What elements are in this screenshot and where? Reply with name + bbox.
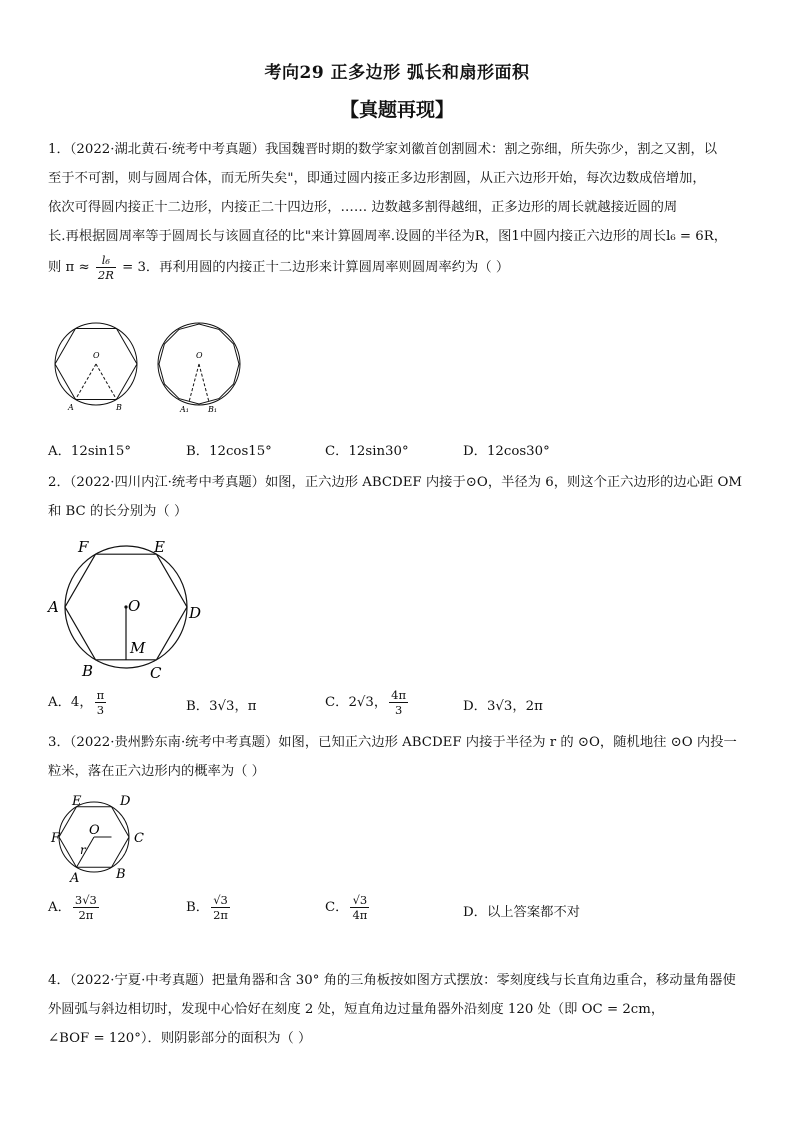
q3-option-a-fraction — [73, 893, 99, 922]
q4-line-3: ∠BOF = 120°）．则阴影部分的面积为（ ） — [48, 1031, 312, 1046]
q3-option-b[interactable] — [186, 893, 232, 922]
q2-label-o: O — [128, 597, 141, 615]
q3-label-o: O — [89, 823, 100, 838]
q1-label-b1: B₁ — [208, 405, 218, 414]
q1-label-o: O — [93, 351, 100, 360]
q1-option-b[interactable]: B．12cos15° — [186, 444, 272, 459]
q3-option-b-fraction — [211, 893, 230, 922]
q2-option-b[interactable]: B．3√3，π — [186, 699, 257, 714]
question-4-text — [48, 966, 748, 1053]
q1-line-4: 长.再根据圆周率等于圆周长与该圆直径的比"来计算圆周率.设圆的半径为R，图1中圆内接正六边形的周长l₆ = 6R， — [48, 229, 728, 244]
q2-line-1: 2．（2022·四川内江·统考中考真题）如图，正六边形 ABCDEF 内接于⊙O，半径为 6，则这个正六边形的边心距 OM — [48, 475, 742, 490]
q3-figure — [48, 792, 158, 884]
q3-options — [48, 893, 748, 933]
q2-options — [48, 688, 748, 724]
q2-line-2: 和 BC 的长分别为（ ） — [48, 504, 188, 519]
q1-fraction — [96, 253, 116, 282]
q1-line-5-suffix: = 3．再利用圆的内接正十二边形来计算圆周率则圆周率约为（ ） — [122, 260, 510, 275]
q3-label-a: A — [70, 871, 80, 884]
q3-option-d[interactable]: D．以上答案都不对 — [463, 905, 581, 920]
q2-option-a-prefix: A．4， — [48, 695, 93, 710]
q3-label-c: C — [134, 831, 144, 846]
section-heading: 【真题再现】 — [339, 99, 454, 121]
q2-option-d[interactable]: D．3√3，2π — [463, 699, 543, 714]
q3-option-a[interactable] — [48, 893, 101, 922]
q1-line-1: 1．（2022·湖北黄石·统考中考真题）我国魏晋时期的数学家刘徽首创割圆术：割之弥细，所失弥少，割之又割，以 — [48, 142, 718, 157]
q3-option-a-den: 2π — [78, 908, 94, 922]
q3-label-r: r — [80, 843, 86, 857]
q1-line-5-prefix: 则 π ≈ — [48, 260, 90, 275]
q3-label-d: D — [120, 794, 131, 809]
q1-label-b: B — [116, 403, 122, 412]
q3-option-c-fraction — [350, 893, 369, 922]
q2-label-m: M — [130, 639, 146, 657]
q1-option-d[interactable]: D．12cos30° — [463, 444, 550, 459]
q3-label-b: B — [116, 867, 126, 882]
q1-label-a: A — [68, 403, 74, 412]
q2-option-c[interactable] — [325, 688, 410, 717]
q1-fraction-den: 2R — [97, 268, 114, 282]
q1-figure-hexagon — [55, 323, 137, 412]
q1-line-3: 依次可得圆内接正十二边形，内接正二十四边形，…… 边数越多割得越细，正多边形的周长就越接近圆的周 — [48, 200, 678, 215]
q3-option-c[interactable] — [325, 893, 371, 922]
q2-option-c-fraction — [389, 688, 408, 717]
q3-option-a-prefix: A． — [48, 900, 71, 915]
q2-option-c-den: 3 — [394, 703, 403, 717]
q2-label-f: F — [78, 538, 89, 556]
q2-label-c: C — [150, 664, 162, 682]
q1-figure — [48, 318, 248, 418]
q2-option-c-num: 4π — [391, 688, 407, 702]
q3-option-b-prefix: B． — [186, 900, 210, 915]
page-title: 考向29 正多边形 弧长和扇形面积 — [264, 63, 530, 83]
question-2-text — [48, 468, 748, 526]
q3-option-c-prefix: C． — [325, 900, 349, 915]
q1-fraction-num: l₆ — [96, 253, 116, 268]
q1-figure-dodecagon — [158, 323, 240, 414]
q3-label-e: E — [72, 794, 82, 809]
q1-line-5 — [48, 253, 748, 282]
q3-label-f: F — [51, 831, 61, 846]
q2-label-e: E — [154, 538, 165, 556]
q3-option-c-num: √3 — [350, 893, 369, 908]
q2-option-a[interactable] — [48, 688, 108, 717]
q2-label-b: B — [82, 662, 94, 680]
q3-line-2: 粒米，落在正六边形内的概率为（ ） — [48, 764, 265, 779]
q3-option-b-den: 2π — [213, 908, 228, 922]
q2-option-a-den: 3 — [96, 703, 105, 717]
q3-option-c-den: 4π — [352, 908, 368, 922]
question-1-text — [48, 135, 748, 282]
q4-line-1: 4．（2022·宁夏·中考真题）把量角器和含 30° 角的三角板按如图方式摆放：零刻度线与长直角边重合，移动量角器使 — [48, 973, 736, 988]
q1-line-2: 至于不可割，则与圆周合体，而无所失矣"，即通过圆内接正多边形割圆，从正六边形开始，每次边数成倍增加， — [48, 171, 706, 186]
q1-option-c[interactable]: C．12sin30° — [325, 444, 409, 459]
q2-option-c-prefix: C．2√3， — [325, 695, 388, 710]
q1-label-a1: A₁ — [180, 405, 189, 414]
q2-label-d: D — [189, 604, 202, 622]
q1-option-a[interactable]: A．12sin15° — [48, 444, 132, 459]
question-3-text — [48, 728, 748, 786]
q3-line-1: 3．（2022·贵州黔东南·统考中考真题）如图，已知正六边形 ABCDEF 内接于半径为 r 的 ⊙O，随机地往 ⊙O 内投一 — [48, 735, 737, 750]
q2-option-a-num: π — [96, 688, 105, 702]
q1-options — [48, 440, 748, 470]
q3-option-b-num: √3 — [211, 893, 230, 908]
q2-option-a-fraction — [95, 688, 107, 717]
q1-label-o2: O — [196, 351, 203, 360]
q4-line-2: 外圆弧与斜边相切时，发现中心恰好在刻度 2 处，短直角边过量角器外沿刻度 120 处（即 OC = 2cm， — [48, 1002, 665, 1017]
q3-option-a-num: 3√3 — [74, 893, 97, 907]
q2-figure — [44, 536, 214, 684]
q2-label-a: A — [48, 598, 59, 616]
